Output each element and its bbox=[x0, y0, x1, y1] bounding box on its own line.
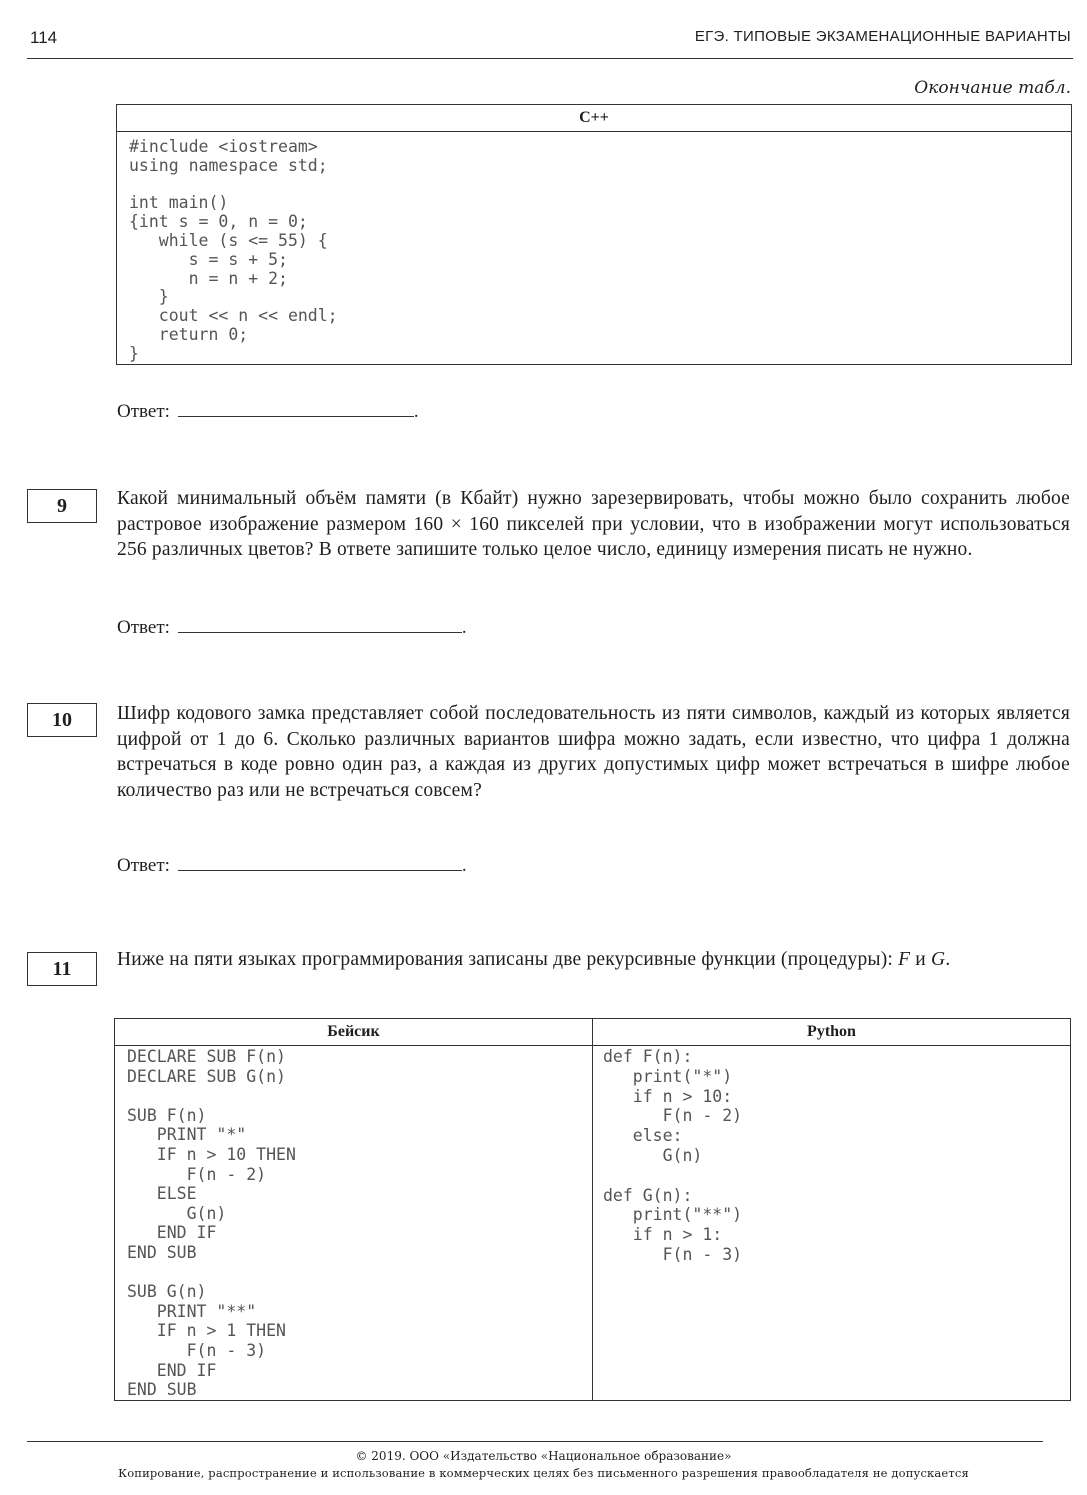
footer-notice: Копирование, распространение и использование в коммерческих целях без письменного разрешения правообладателя не допускается bbox=[118, 1466, 969, 1480]
task-number-box-9: 9 bbox=[27, 489, 97, 523]
task-number-box-11: 11 bbox=[27, 952, 97, 986]
function-f-name: F bbox=[898, 949, 911, 970]
table-continuation-label: Окончание табл. bbox=[914, 78, 1071, 98]
header-divider bbox=[27, 58, 1073, 59]
cpp-table-header: C++ bbox=[117, 105, 1072, 132]
task-11-text bbox=[117, 947, 1070, 973]
footer-divider bbox=[27, 1441, 1043, 1442]
answer-label: Ответ: bbox=[117, 617, 170, 638]
answer-field-9[interactable] bbox=[117, 617, 467, 639]
task-11-text-before: Ниже на пяти языках программирования записаны две рекурсивные функции (процедуры): bbox=[117, 949, 899, 970]
basic-code: DECLARE SUB F(n) DECLARE SUB G(n) SUB F(n) PRINT "*" IF n > 10 THEN F(n - 2) ELSE G(n) END IF END SUB SUB G(n) PRINT "**" IF n > 1 THEN F(n - 3) END IF END SUB bbox=[127, 1047, 296, 1400]
cpp-code-table bbox=[116, 104, 1072, 365]
page-number: 114 bbox=[30, 28, 58, 47]
task-11-text-after: . bbox=[945, 949, 951, 970]
cpp-code: #include <iostream> using namespace std; int main() {int s = 0, n = 0; while (s <= 55) { s = s + 5; n = n + 2; } cout << n << endl; return 0; } bbox=[129, 137, 338, 363]
answer-field-8[interactable] bbox=[117, 401, 419, 423]
answer-label: Ответ: bbox=[117, 401, 170, 422]
python-code: def F(n): print("*") if n > 10: F(n - 2) else: G(n) def G(n): print("**") if n > 1: F(n - 3) bbox=[603, 1047, 743, 1264]
running-header-title: ЕГЭ. ТИПОВЫЕ ЭКЗАМЕНАЦИОННЫЕ ВАРИАНТЫ bbox=[694, 28, 1071, 45]
function-g-name: G bbox=[931, 949, 946, 970]
task-11-conj: и bbox=[910, 949, 932, 970]
answer-period: . bbox=[461, 617, 467, 638]
basic-table-header: Бейсик bbox=[115, 1019, 593, 1046]
answer-period: . bbox=[413, 401, 419, 422]
task-number-box-10: 10 bbox=[27, 703, 97, 737]
answer-label: Ответ: bbox=[117, 855, 170, 876]
answer-period: . bbox=[461, 855, 467, 876]
task-9-text: Какой минимальный объём памяти (в Кбайт) нужно зарезервировать, чтобы можно было сохранить любое растровое изображение размером 160 × 160 пикселей при условии, что в изображении могут использоваться 256 различных цветов? В ответе запишите только целое число, единицу измерения писать не нужно. bbox=[117, 488, 1070, 560]
python-table-header: Python bbox=[593, 1019, 1071, 1046]
footer-copyright: © 2019. ООО «Издательство «Национальное образование» bbox=[355, 1449, 732, 1463]
task-10-text: Шифр кодового замка представляет собой последовательность из пяти символов, каждый из которых является цифрой от 1 до 6. Сколько различных вариантов шифра можно задать, если известно, что цифра 1 должна встречаться в коде ровно один раз, а каждая из других допустимых цифр может встречаться в шифре любое количество раз или не встречаться совсем? bbox=[117, 703, 1070, 801]
answer-field-10[interactable] bbox=[117, 855, 467, 877]
languages-code-table bbox=[114, 1018, 1071, 1401]
